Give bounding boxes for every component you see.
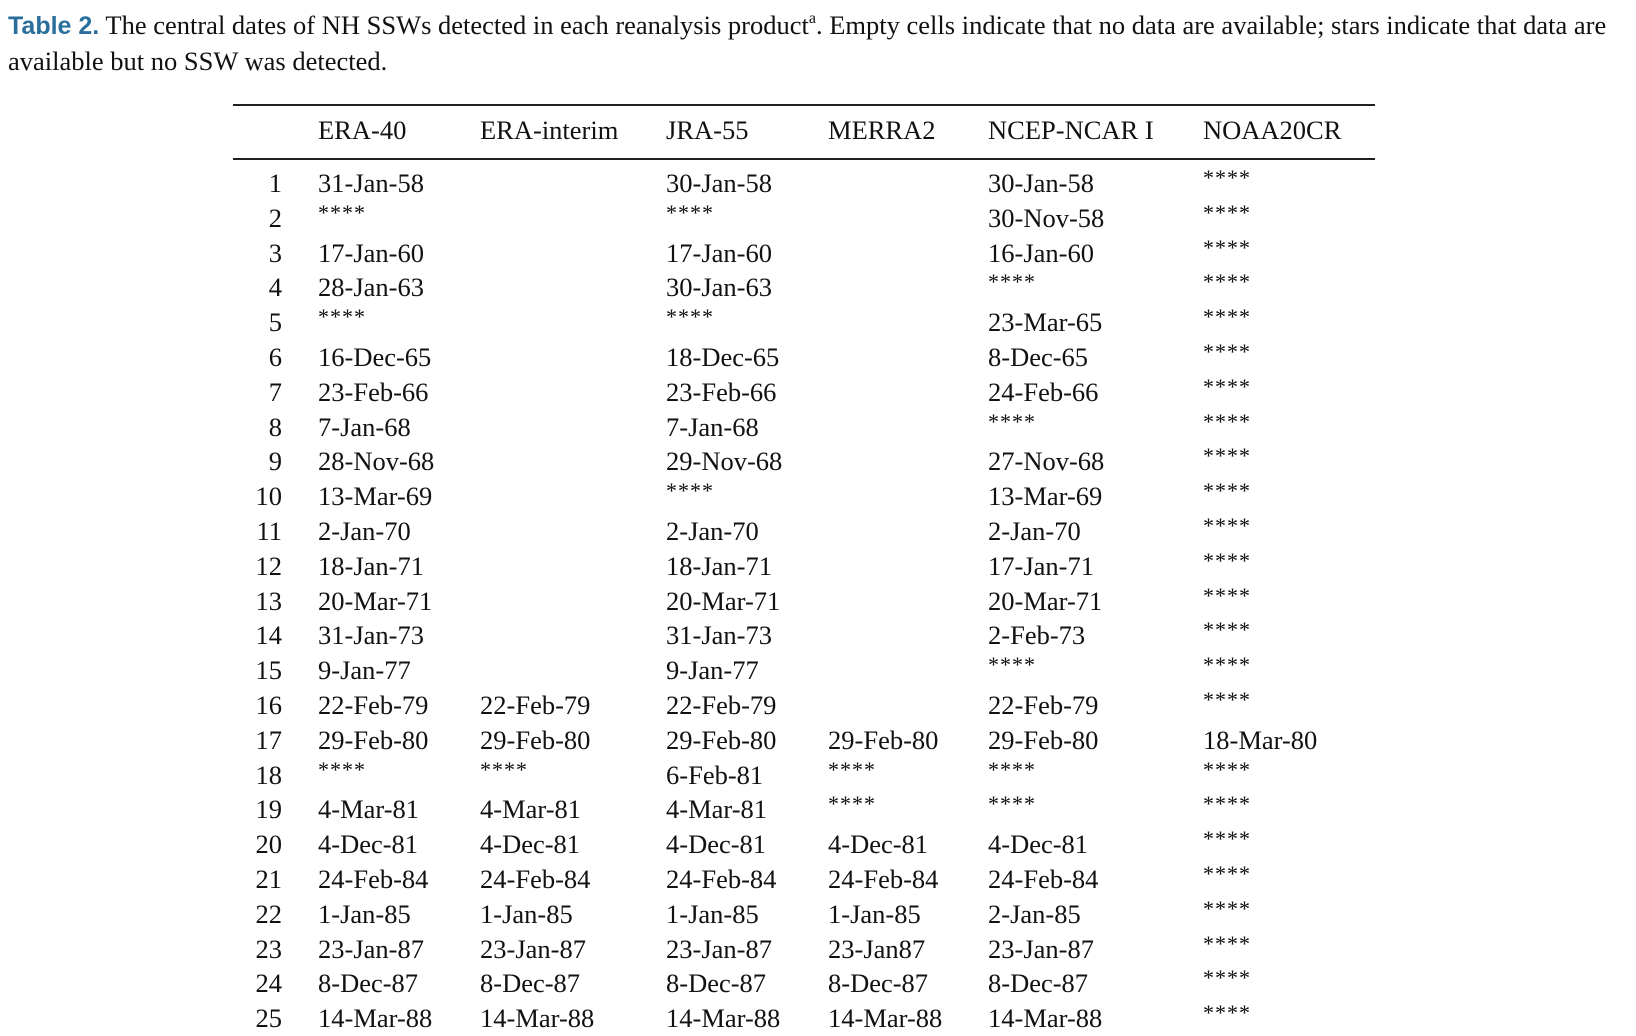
table-row <box>0 549 1636 584</box>
cell-ncep-ncar: **** <box>988 652 1036 678</box>
cell-jra55: 31-Jan-73 <box>666 620 772 651</box>
column-header-noaa20cr: NOAA20CR <box>1203 115 1342 145</box>
cell-ncep-ncar: 4-Dec-81 <box>988 829 1089 860</box>
cell-noaa20cr: **** <box>1203 512 1251 538</box>
table-row <box>0 479 1636 514</box>
cell-noaa20cr: **** <box>1203 756 1251 782</box>
table-row <box>0 305 1636 340</box>
cell-era-interim: 23-Jan-87 <box>480 933 586 964</box>
cell-noaa20cr: **** <box>1203 860 1251 886</box>
table-row <box>0 618 1636 653</box>
cell-jra55: **** <box>666 199 714 225</box>
cell-merra2: 23-Jan87 <box>828 933 926 964</box>
cell-jra55: 29-Nov-68 <box>666 446 783 477</box>
table-row <box>0 340 1636 375</box>
cell-noaa20cr: **** <box>1203 338 1251 364</box>
cell-era-interim: 24-Feb-84 <box>480 863 591 894</box>
row-number: 1 <box>268 168 282 198</box>
table-row <box>0 792 1636 827</box>
cell-era-interim: 8-Dec-87 <box>480 968 581 999</box>
cell-jra55: **** <box>666 304 714 330</box>
cell-era40: **** <box>318 756 366 782</box>
cell-ncep-ncar: 23-Jan-87 <box>988 933 1094 964</box>
cell-ncep-ncar: 27-Nov-68 <box>988 446 1105 477</box>
cell-ncep-ncar: 8-Dec-87 <box>988 968 1089 999</box>
cell-ncep-ncar: 20-Mar-71 <box>988 585 1103 616</box>
cell-era40: 23-Jan-87 <box>318 933 424 964</box>
table-row <box>0 166 1636 201</box>
row-number: 6 <box>268 341 282 372</box>
cell-jra55: 8-Dec-87 <box>666 968 767 999</box>
cell-ncep-ncar: 30-Nov-58 <box>988 202 1105 233</box>
cell-era40: 31-Jan-58 <box>318 168 424 198</box>
cell-ncep-ncar: **** <box>988 408 1036 434</box>
cell-era-interim: 22-Feb-79 <box>480 689 591 720</box>
cell-jra55: 9-Jan-77 <box>666 655 759 686</box>
cell-era40: 1-Jan-85 <box>318 898 411 929</box>
cell-noaa20cr: 18-Mar-80 <box>1203 724 1318 755</box>
cell-noaa20cr: **** <box>1203 408 1251 434</box>
cell-ncep-ncar: 24-Feb-66 <box>988 376 1099 407</box>
cell-ncep-ncar: 17-Jan-71 <box>988 550 1094 581</box>
cell-jra55: 30-Jan-63 <box>666 272 772 303</box>
table-row <box>0 236 1636 271</box>
row-number: 7 <box>268 376 282 407</box>
cell-jra55: 4-Dec-81 <box>666 829 767 860</box>
cell-merra2: 24-Feb-84 <box>828 863 939 894</box>
cell-era40: 7-Jan-68 <box>318 411 411 442</box>
cell-ncep-ncar: 16-Jan-60 <box>988 237 1094 268</box>
cell-era40: **** <box>318 304 366 330</box>
table-row <box>0 514 1636 549</box>
cell-ncep-ncar: 2-Feb-73 <box>988 620 1086 651</box>
table-row <box>0 688 1636 723</box>
table-row <box>0 1001 1636 1036</box>
cell-ncep-ncar: 30-Jan-58 <box>988 168 1094 198</box>
table-row <box>0 827 1636 862</box>
column-header-era40: ERA-40 <box>318 115 407 145</box>
cell-jra55: 29-Feb-80 <box>666 724 777 755</box>
cell-era-interim: 29-Feb-80 <box>480 724 591 755</box>
cell-era40: 29-Feb-80 <box>318 724 429 755</box>
cell-jra55: 24-Feb-84 <box>666 863 777 894</box>
cell-era40: 9-Jan-77 <box>318 655 411 686</box>
cell-noaa20cr: **** <box>1203 269 1251 295</box>
cell-noaa20cr: **** <box>1203 686 1251 712</box>
cell-ncep-ncar: **** <box>988 791 1036 817</box>
table-row <box>0 201 1636 236</box>
cell-ncep-ncar: 24-Feb-84 <box>988 863 1099 894</box>
cell-era40: 8-Dec-87 <box>318 968 419 999</box>
table-row <box>0 758 1636 793</box>
cell-ncep-ncar: 22-Feb-79 <box>988 689 1099 720</box>
row-number: 20 <box>255 829 282 860</box>
row-number: 8 <box>268 411 282 442</box>
table-row <box>0 862 1636 897</box>
cell-jra55: 2-Jan-70 <box>666 515 759 546</box>
row-number: 16 <box>255 689 282 720</box>
cell-jra55: 30-Jan-58 <box>666 168 772 198</box>
cell-merra2: 8-Dec-87 <box>828 968 929 999</box>
cell-era40: 4-Dec-81 <box>318 829 419 860</box>
cell-jra55: 18-Dec-65 <box>666 341 780 372</box>
row-number: 4 <box>268 272 282 303</box>
cell-era-interim: 14-Mar-88 <box>480 1003 595 1034</box>
row-number: 18 <box>255 759 282 790</box>
row-number: 2 <box>268 202 282 233</box>
table-label: Table 2. <box>8 12 100 40</box>
cell-noaa20cr: **** <box>1203 199 1251 225</box>
column-header-merra2: MERRA2 <box>828 115 936 145</box>
cell-noaa20cr: **** <box>1203 373 1251 399</box>
table-header-rule <box>233 158 1375 160</box>
cell-noaa20cr: **** <box>1203 652 1251 678</box>
row-number: 14 <box>255 620 282 651</box>
cell-ncep-ncar: 29-Feb-80 <box>988 724 1099 755</box>
cell-noaa20cr: **** <box>1203 547 1251 573</box>
cell-jra55: 23-Jan-87 <box>666 933 772 964</box>
cell-merra2: 4-Dec-81 <box>828 829 929 860</box>
table-row <box>0 932 1636 967</box>
cell-era40: 22-Feb-79 <box>318 689 429 720</box>
table-row <box>0 410 1636 445</box>
cell-noaa20cr: **** <box>1203 895 1251 921</box>
cell-jra55: **** <box>666 478 714 504</box>
cell-era40: 24-Feb-84 <box>318 863 429 894</box>
cell-era40: 23-Feb-66 <box>318 376 429 407</box>
row-number: 9 <box>268 446 282 477</box>
table-row <box>0 444 1636 479</box>
cell-jra55: 4-Mar-81 <box>666 794 768 825</box>
cell-jra55: 20-Mar-71 <box>666 585 781 616</box>
table-row <box>0 584 1636 619</box>
table-row <box>0 270 1636 305</box>
cell-era40: 16-Dec-65 <box>318 341 432 372</box>
cell-noaa20cr: **** <box>1203 965 1251 991</box>
row-number: 17 <box>255 724 282 755</box>
cell-ncep-ncar: 2-Jan-70 <box>988 515 1081 546</box>
column-header-era-interim: ERA-interim <box>480 115 619 145</box>
column-header-jra55: JRA-55 <box>666 115 749 145</box>
row-number: 23 <box>255 933 282 964</box>
cell-era40: 31-Jan-73 <box>318 620 424 651</box>
cell-noaa20cr: **** <box>1203 826 1251 852</box>
row-number: 21 <box>255 863 282 894</box>
table-row <box>0 375 1636 410</box>
row-number: 13 <box>255 585 282 616</box>
cell-noaa20cr: **** <box>1203 304 1251 330</box>
caption-text-after-sup: . Empty cells indicate that no data are available; stars indicate that data are available but no SSW was detected. <box>8 10 1607 76</box>
cell-merra2: 29-Feb-80 <box>828 724 939 755</box>
cell-era40: 13-Mar-69 <box>318 481 433 512</box>
row-number: 5 <box>268 307 282 338</box>
cell-ncep-ncar: 23-Mar-65 <box>988 307 1103 338</box>
table-body <box>0 166 1636 1036</box>
cell-ncep-ncar: 8-Dec-65 <box>988 341 1089 372</box>
cell-era40: 20-Mar-71 <box>318 585 433 616</box>
cell-noaa20cr: **** <box>1203 165 1251 190</box>
cell-jra55: 14-Mar-88 <box>666 1003 781 1034</box>
cell-jra55: 22-Feb-79 <box>666 689 777 720</box>
cell-noaa20cr: **** <box>1203 791 1251 817</box>
cell-era-interim: 4-Mar-81 <box>480 794 582 825</box>
table-row <box>0 897 1636 932</box>
cell-jra55: 17-Jan-60 <box>666 237 772 268</box>
cell-jra55: 1-Jan-85 <box>666 898 759 929</box>
cell-merra2: **** <box>828 791 876 817</box>
cell-jra55: 23-Feb-66 <box>666 376 777 407</box>
cell-merra2: **** <box>828 756 876 782</box>
row-number: 25 <box>255 1003 282 1034</box>
cell-ncep-ncar: **** <box>988 269 1036 295</box>
cell-noaa20cr: **** <box>1203 1000 1251 1026</box>
cell-era40: 28-Nov-68 <box>318 446 435 477</box>
cell-ncep-ncar: 14-Mar-88 <box>988 1003 1103 1034</box>
cell-jra55: 18-Jan-71 <box>666 550 772 581</box>
cell-ncep-ncar: 13-Mar-69 <box>988 481 1103 512</box>
table-top-rule <box>233 104 1375 106</box>
cell-era40: 2-Jan-70 <box>318 515 411 546</box>
row-number: 19 <box>255 794 282 825</box>
row-number: 24 <box>255 968 282 999</box>
cell-era40: 28-Jan-63 <box>318 272 424 303</box>
table-row <box>0 966 1636 1001</box>
cell-ncep-ncar: 2-Jan-85 <box>988 898 1081 929</box>
cell-noaa20cr: **** <box>1203 234 1251 260</box>
cell-jra55: 7-Jan-68 <box>666 411 759 442</box>
cell-noaa20cr: **** <box>1203 478 1251 504</box>
row-number: 10 <box>255 481 282 512</box>
cell-merra2: 14-Mar-88 <box>828 1003 943 1034</box>
row-number: 15 <box>255 655 282 686</box>
table-row <box>0 653 1636 688</box>
table-caption <box>8 8 1623 79</box>
cell-era40: 4-Mar-81 <box>318 794 420 825</box>
row-number: 3 <box>268 237 282 268</box>
cell-era40: 14-Mar-88 <box>318 1003 433 1034</box>
cell-era-interim: **** <box>480 756 528 782</box>
table-row <box>0 723 1636 758</box>
caption-text-before-sup: The central dates of NH SSWs detected in each reanalysis product <box>99 10 809 40</box>
caption-superscript: a <box>808 10 816 28</box>
cell-noaa20cr: **** <box>1203 582 1251 608</box>
row-number: 12 <box>255 550 282 581</box>
cell-era40: **** <box>318 199 366 225</box>
cell-noaa20cr: **** <box>1203 443 1251 469</box>
cell-noaa20cr: **** <box>1203 617 1251 643</box>
cell-ncep-ncar: **** <box>988 756 1036 782</box>
row-number: 22 <box>255 898 282 929</box>
row-number: 11 <box>256 515 282 546</box>
cell-era-interim: 4-Dec-81 <box>480 829 581 860</box>
cell-noaa20cr: **** <box>1203 930 1251 956</box>
cell-era40: 17-Jan-60 <box>318 237 424 268</box>
column-header-ncep-ncar: NCEP-NCAR I <box>988 115 1154 145</box>
cell-merra2: 1-Jan-85 <box>828 898 921 929</box>
cell-era-interim: 1-Jan-85 <box>480 898 573 929</box>
cell-era40: 18-Jan-71 <box>318 550 424 581</box>
cell-jra55: 6-Feb-81 <box>666 759 764 790</box>
